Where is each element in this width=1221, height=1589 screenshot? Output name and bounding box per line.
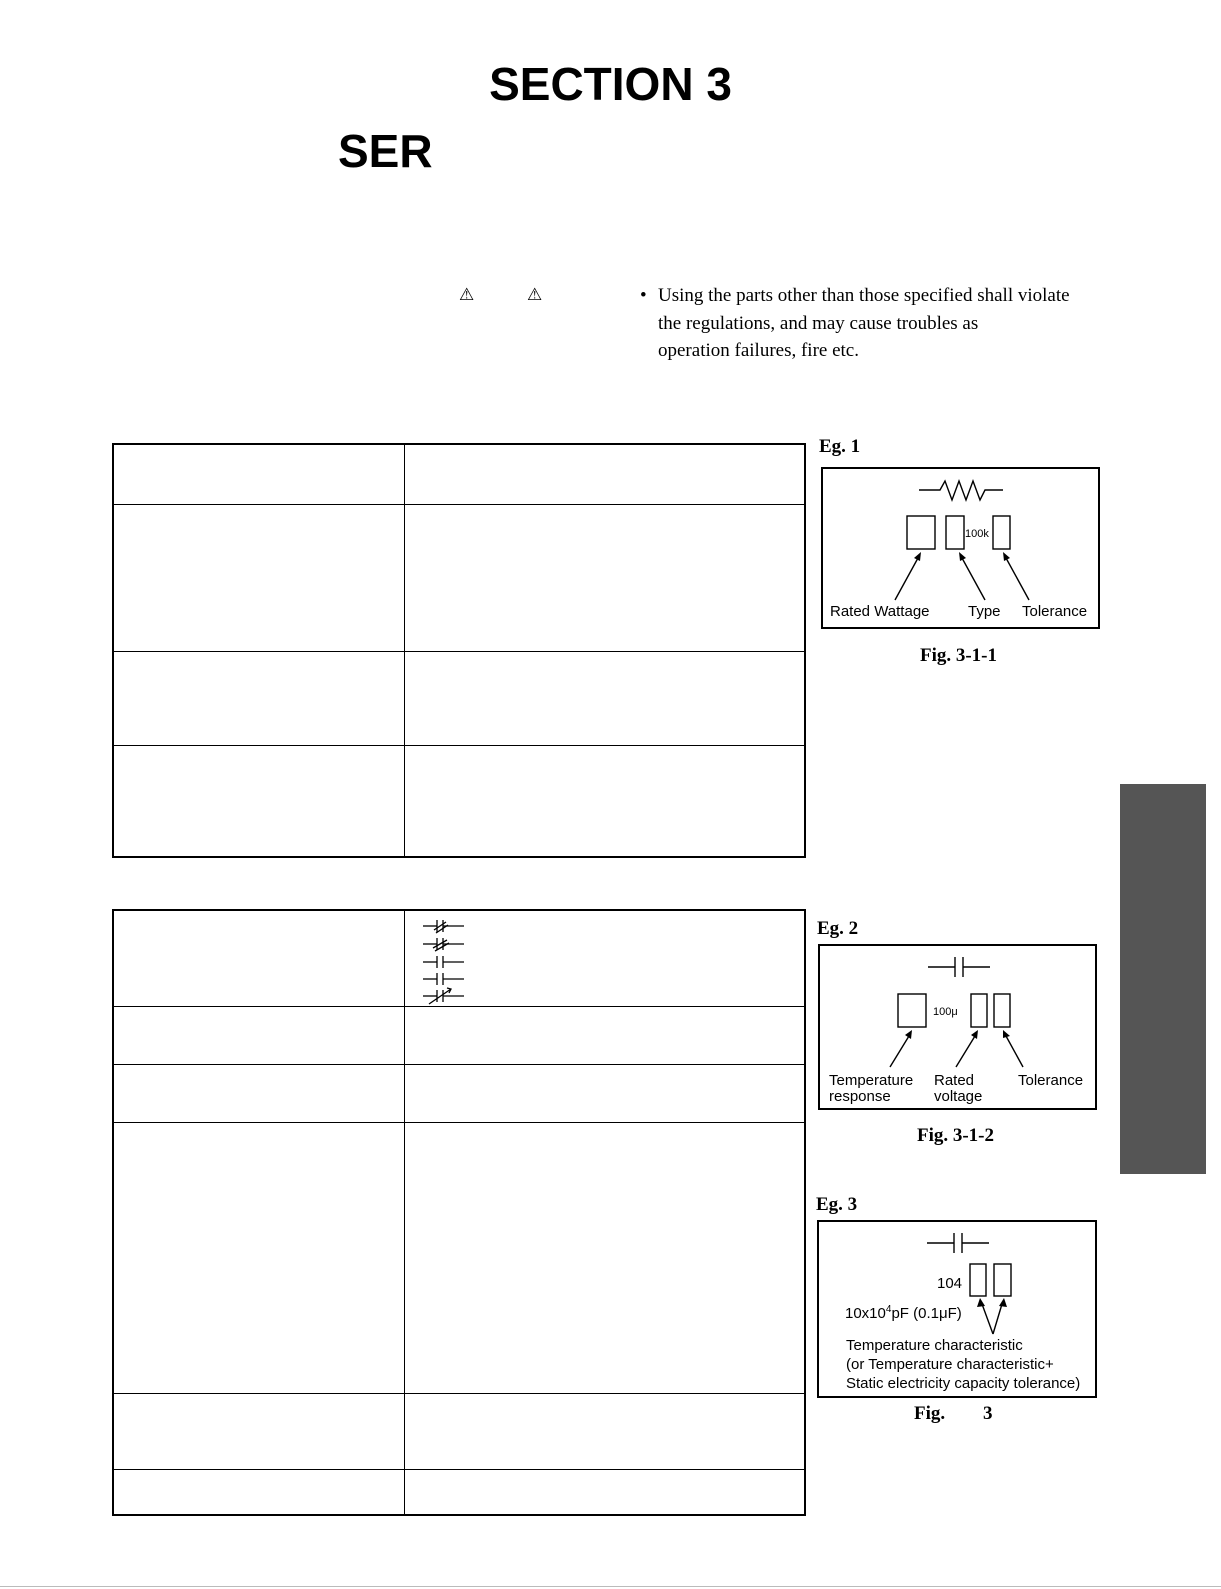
capacitor-table [112,909,806,1516]
note-line: the regulations, and may cause troubles as [658,312,979,334]
table-cell [113,1064,404,1122]
warning-icon: ⚠ [459,285,475,305]
table-cell [404,444,805,504]
page-bottom-rule [0,1586,1221,1587]
table-cell [113,1393,404,1469]
figure-caption-left: Fig. [914,1403,946,1424]
section-subtitle: SER [338,125,433,177]
label-tolerance: Tolerance [1022,603,1088,620]
formula-suffix: pF (0.1μF) [891,1305,962,1322]
table-cell [404,651,805,745]
table-cell [113,651,404,745]
table-cell [404,910,805,1006]
capacitance-formula [845,1304,962,1322]
formula-exponent: 4 [885,1304,892,1315]
figure-caption: Fig. 3-1-2 [916,1125,995,1146]
figure-caption-right: 3 [983,1403,993,1424]
resistor-table [112,443,806,858]
ceramic-capacitor-figure [817,1220,1097,1398]
table-cell [404,1006,805,1064]
table-cell [113,504,404,651]
table-cell [404,1393,805,1469]
label-capacity-tolerance: Static electricity capacity tolerance) [846,1375,1081,1392]
table-cell [113,745,404,857]
resistor-figure [821,467,1100,629]
caution-note [640,282,1110,365]
capacitance-code: 104 [937,1275,963,1292]
table-cell [404,504,805,651]
label-temperature-characteristic: Temperature characteristic [846,1337,1023,1354]
label-response: response [829,1088,891,1105]
capacitor-figure [818,944,1097,1110]
label-type: Type [968,603,1001,620]
label-rated: Rated [934,1072,975,1089]
eg-label: Eg. 3 [816,1194,858,1215]
figure-caption: Fig. 3-1-1 [919,645,998,666]
label-rated-wattage: Rated Wattage [830,603,930,620]
table-cell [404,1122,805,1393]
eg-label: Eg. 2 [817,918,859,939]
resistance-value: 100k [965,528,989,540]
ceramic-capacitor-diagram [819,1222,1095,1396]
label-temperature-characteristic-alt: (or Temperature characteristic+ [846,1356,1054,1373]
table-cell [113,1006,404,1064]
section-title: SECTION 3 [489,58,732,110]
table-cell [404,745,805,857]
label-voltage: voltage [934,1088,983,1105]
table-cell [404,1469,805,1515]
capacitance-value: 100μ [933,1006,958,1018]
table-cell [113,1122,404,1393]
table-cell [113,444,404,504]
resistor-diagram [823,469,1098,627]
note-line: operation failures, fire etc. [658,340,859,361]
table-cell [113,910,404,1006]
warning-icon: ⚠ [527,285,543,305]
label-temperature: Temperature [829,1072,914,1089]
capacitor-diagram [820,946,1095,1108]
table-cell [404,1064,805,1122]
section-side-tab [1120,784,1206,1174]
note-line: Using the parts other than those specified shall violate [658,285,1070,306]
eg-label: Eg. 1 [819,436,861,457]
bullet-mark: • [640,285,647,306]
capacitor-symbols-icon [419,911,479,1007]
formula-prefix: 10x10 [845,1305,886,1322]
table-cell [113,1469,404,1515]
label-tolerance: Tolerance [1018,1072,1084,1089]
